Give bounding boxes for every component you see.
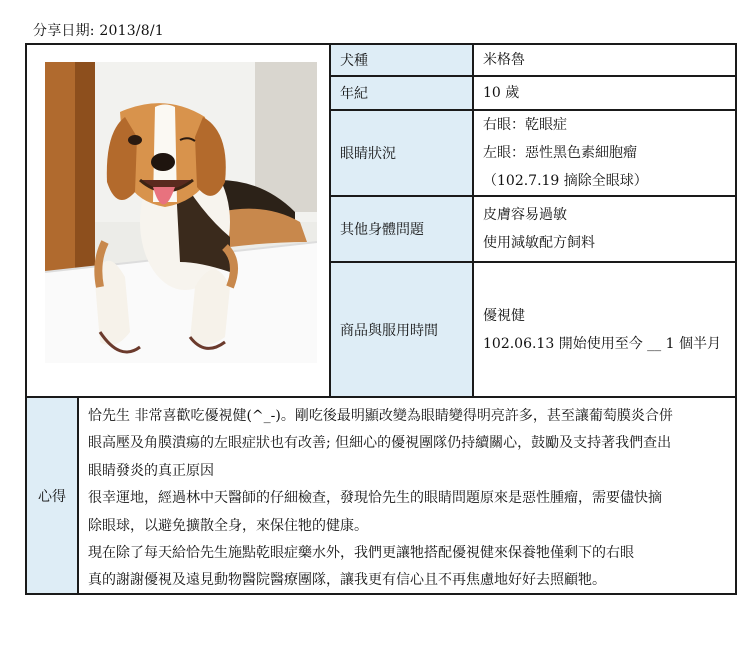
eye-line: （102.7.19 摘除全眼球） xyxy=(483,173,648,189)
eye-line: 右眼：乾眼症 xyxy=(483,117,567,133)
notes-line: 很幸運地，經過林中天醫師的仔細檢查，發現恰先生的眼睛問題原來是惡性腫瘤，需要儘快摘 xyxy=(88,490,662,507)
product-line: 優視健 xyxy=(483,307,525,324)
eye-label: 眼睛狀況 xyxy=(331,111,474,195)
notes-line: 恰先生 非常喜歡吃優視健(^_-)。剛吃後最明顯改變為眼睛變得明亮許多，甚至讓葡萄膜炎合併 xyxy=(88,408,673,424)
age-value: 10 歲 xyxy=(483,85,520,101)
beagle-photo xyxy=(45,62,317,363)
photo-cell xyxy=(27,45,331,396)
eye-value xyxy=(474,111,737,195)
share-date: 分享日期: 2013/8/1 xyxy=(33,23,164,39)
product-line: 102.06.13 開始使用至今 __ 1 個半月 xyxy=(483,335,721,352)
other-label: 其他身體問題 xyxy=(331,197,474,261)
age-row xyxy=(331,77,737,109)
notes-line: 現在除了每天給恰先生施點乾眼症藥水外，我們更讓牠搭配優視健來保養牠僅剩下的右眼 xyxy=(88,545,634,562)
notes-line: 眼高壓及角膜潰瘍的左眼症狀也有改善; 但細心的優視團隊仍持續關心，鼓勵及支持著我們查出 xyxy=(88,435,672,452)
eye-row xyxy=(331,111,737,195)
notes-label: 心得 xyxy=(27,398,79,593)
product-value xyxy=(474,263,737,396)
breed-row xyxy=(331,45,737,75)
product-label: 商品與服用時間 xyxy=(331,263,474,396)
notes-line: 真的謝謝優視及遠見動物醫院醫療團隊，讓我更有信心且不再焦慮地好好去照顧牠。 xyxy=(88,572,606,589)
other-line: 使用減敏配方飼料 xyxy=(483,235,595,251)
notes-line: 除眼球，以避免擴散全身，來保住牠的健康。 xyxy=(88,517,368,534)
eye-line: 左眼：惡性黑色素細胞瘤 xyxy=(483,145,637,161)
other-row xyxy=(331,197,737,261)
notes-line: 眼睛發炎的真正原因 xyxy=(88,462,214,479)
other-line: 皮膚容易過敏 xyxy=(483,207,567,223)
product-row xyxy=(331,263,737,396)
other-value xyxy=(474,197,737,261)
breed-value: 米格魯 xyxy=(483,52,525,68)
breed-label: 犬種 xyxy=(331,45,474,75)
age-label: 年紀 xyxy=(331,77,474,109)
notes-body xyxy=(88,403,729,595)
notes-section xyxy=(27,396,735,593)
profile-grid xyxy=(331,45,737,396)
pet-profile-table xyxy=(25,43,737,595)
